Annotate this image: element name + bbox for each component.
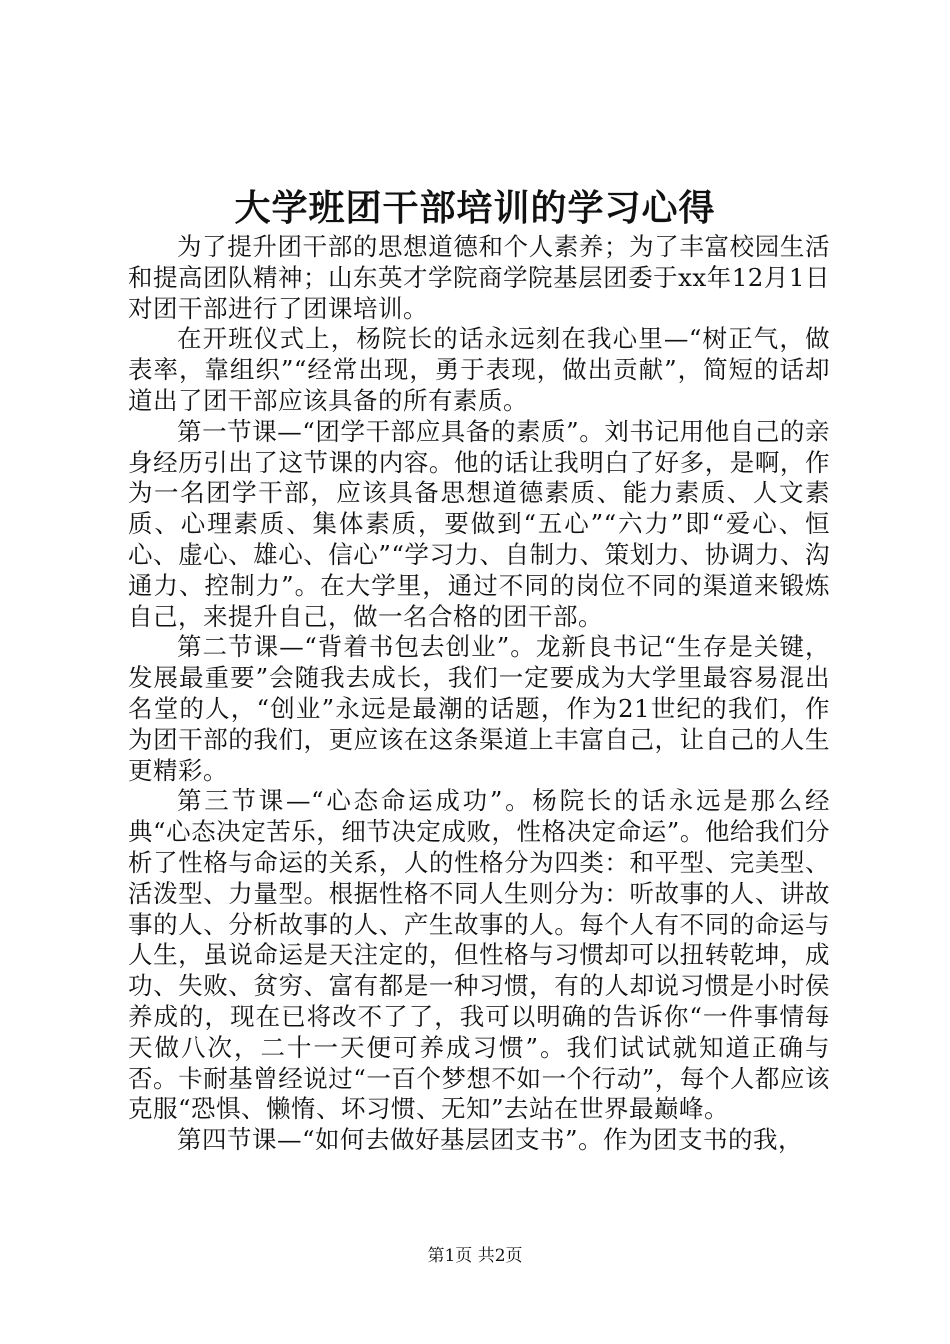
paragraph-intro: 为了提升团干部的思想道德和个人素养；为了丰富校园生活和提高团队精神；山东英才学院商学院基层团委于xx年12月1日对团干部进行了团课培训。 (128, 232, 830, 323)
document-title: 大学班团干部培训的学习心得 (234, 187, 716, 229)
paragraph-opening-ceremony: 在开班仪式上，杨院长的话永远刻在我心里—“树正气，做表率，靠组织”“经常出现，勇于表现，做出贡献”，简短的话却道出了团干部应该具备的所有素质。 (128, 324, 830, 415)
paragraph-lesson-four: 第四节课—“如何去做好基层团支书”。作为团支书的我， (177, 1125, 804, 1155)
paragraph-lesson-one: 第一节课—“团学干部应具备的素质”。刘书记用他自己的亲身经历引出了这节课的内容。他的话让我明白了好多，是啊，作为一名团学干部，应该具备思想道德素质、能力素质、人文素质、心理素质、集体素质，要做到“五心”“六力”即“爱心、恒心、虚心、雄心、信心”“学习力、自制力、策划力、协调力、沟通力、控制力”。在大学里，通过不同的岗位不同的渠道来锻炼自己，来提升自己，做一名合格的团干部。 (128, 416, 830, 631)
paragraph-lesson-three: 第三节课—“心态命运成功”。杨院长的话永远是那么经典“心态决定苦乐，细节决定成败，性格决定命运”。他给我们分析了性格与命运的关系，人的性格分为四类：和平型、完美型、活泼型、力量型。根据性格不同人生则分为：听故事的人、讲故事的人、分析故事的人、产生故事的人。每个人有不同的命运与人生，虽说命运是天注定的，但性格与习惯却可以扭转乾坤，成功、失败、贫穷、富有都是一种习惯，有的人却说习惯是小时侯养成的，现在已将改不了了，我可以明确的告诉你“一件事情每天做八次，二十一天便可养成习惯”。我们试试就知道正确与否。卡耐基曾经说过“一百个梦想不如一个行动”，每个人都应该克服“恐惧、懒惰、坏习惯、无知”去站在世界最巅峰。 (128, 786, 830, 1124)
document-body (128, 232, 830, 1156)
page-number-footer: 第1页 共2页 (427, 1246, 523, 1266)
paragraph-lesson-two: 第二节课—“背着书包去创业”。龙新良书记“生存是关键，发展最重要”会随我去成长，我们一定要成为大学里最容易混出名堂的人，“创业”永远是最潮的话题，作为21世纪的我们，作为团干部的我们，更应该在这条渠道上丰富自己，让自己的人生更精彩。 (128, 632, 830, 785)
